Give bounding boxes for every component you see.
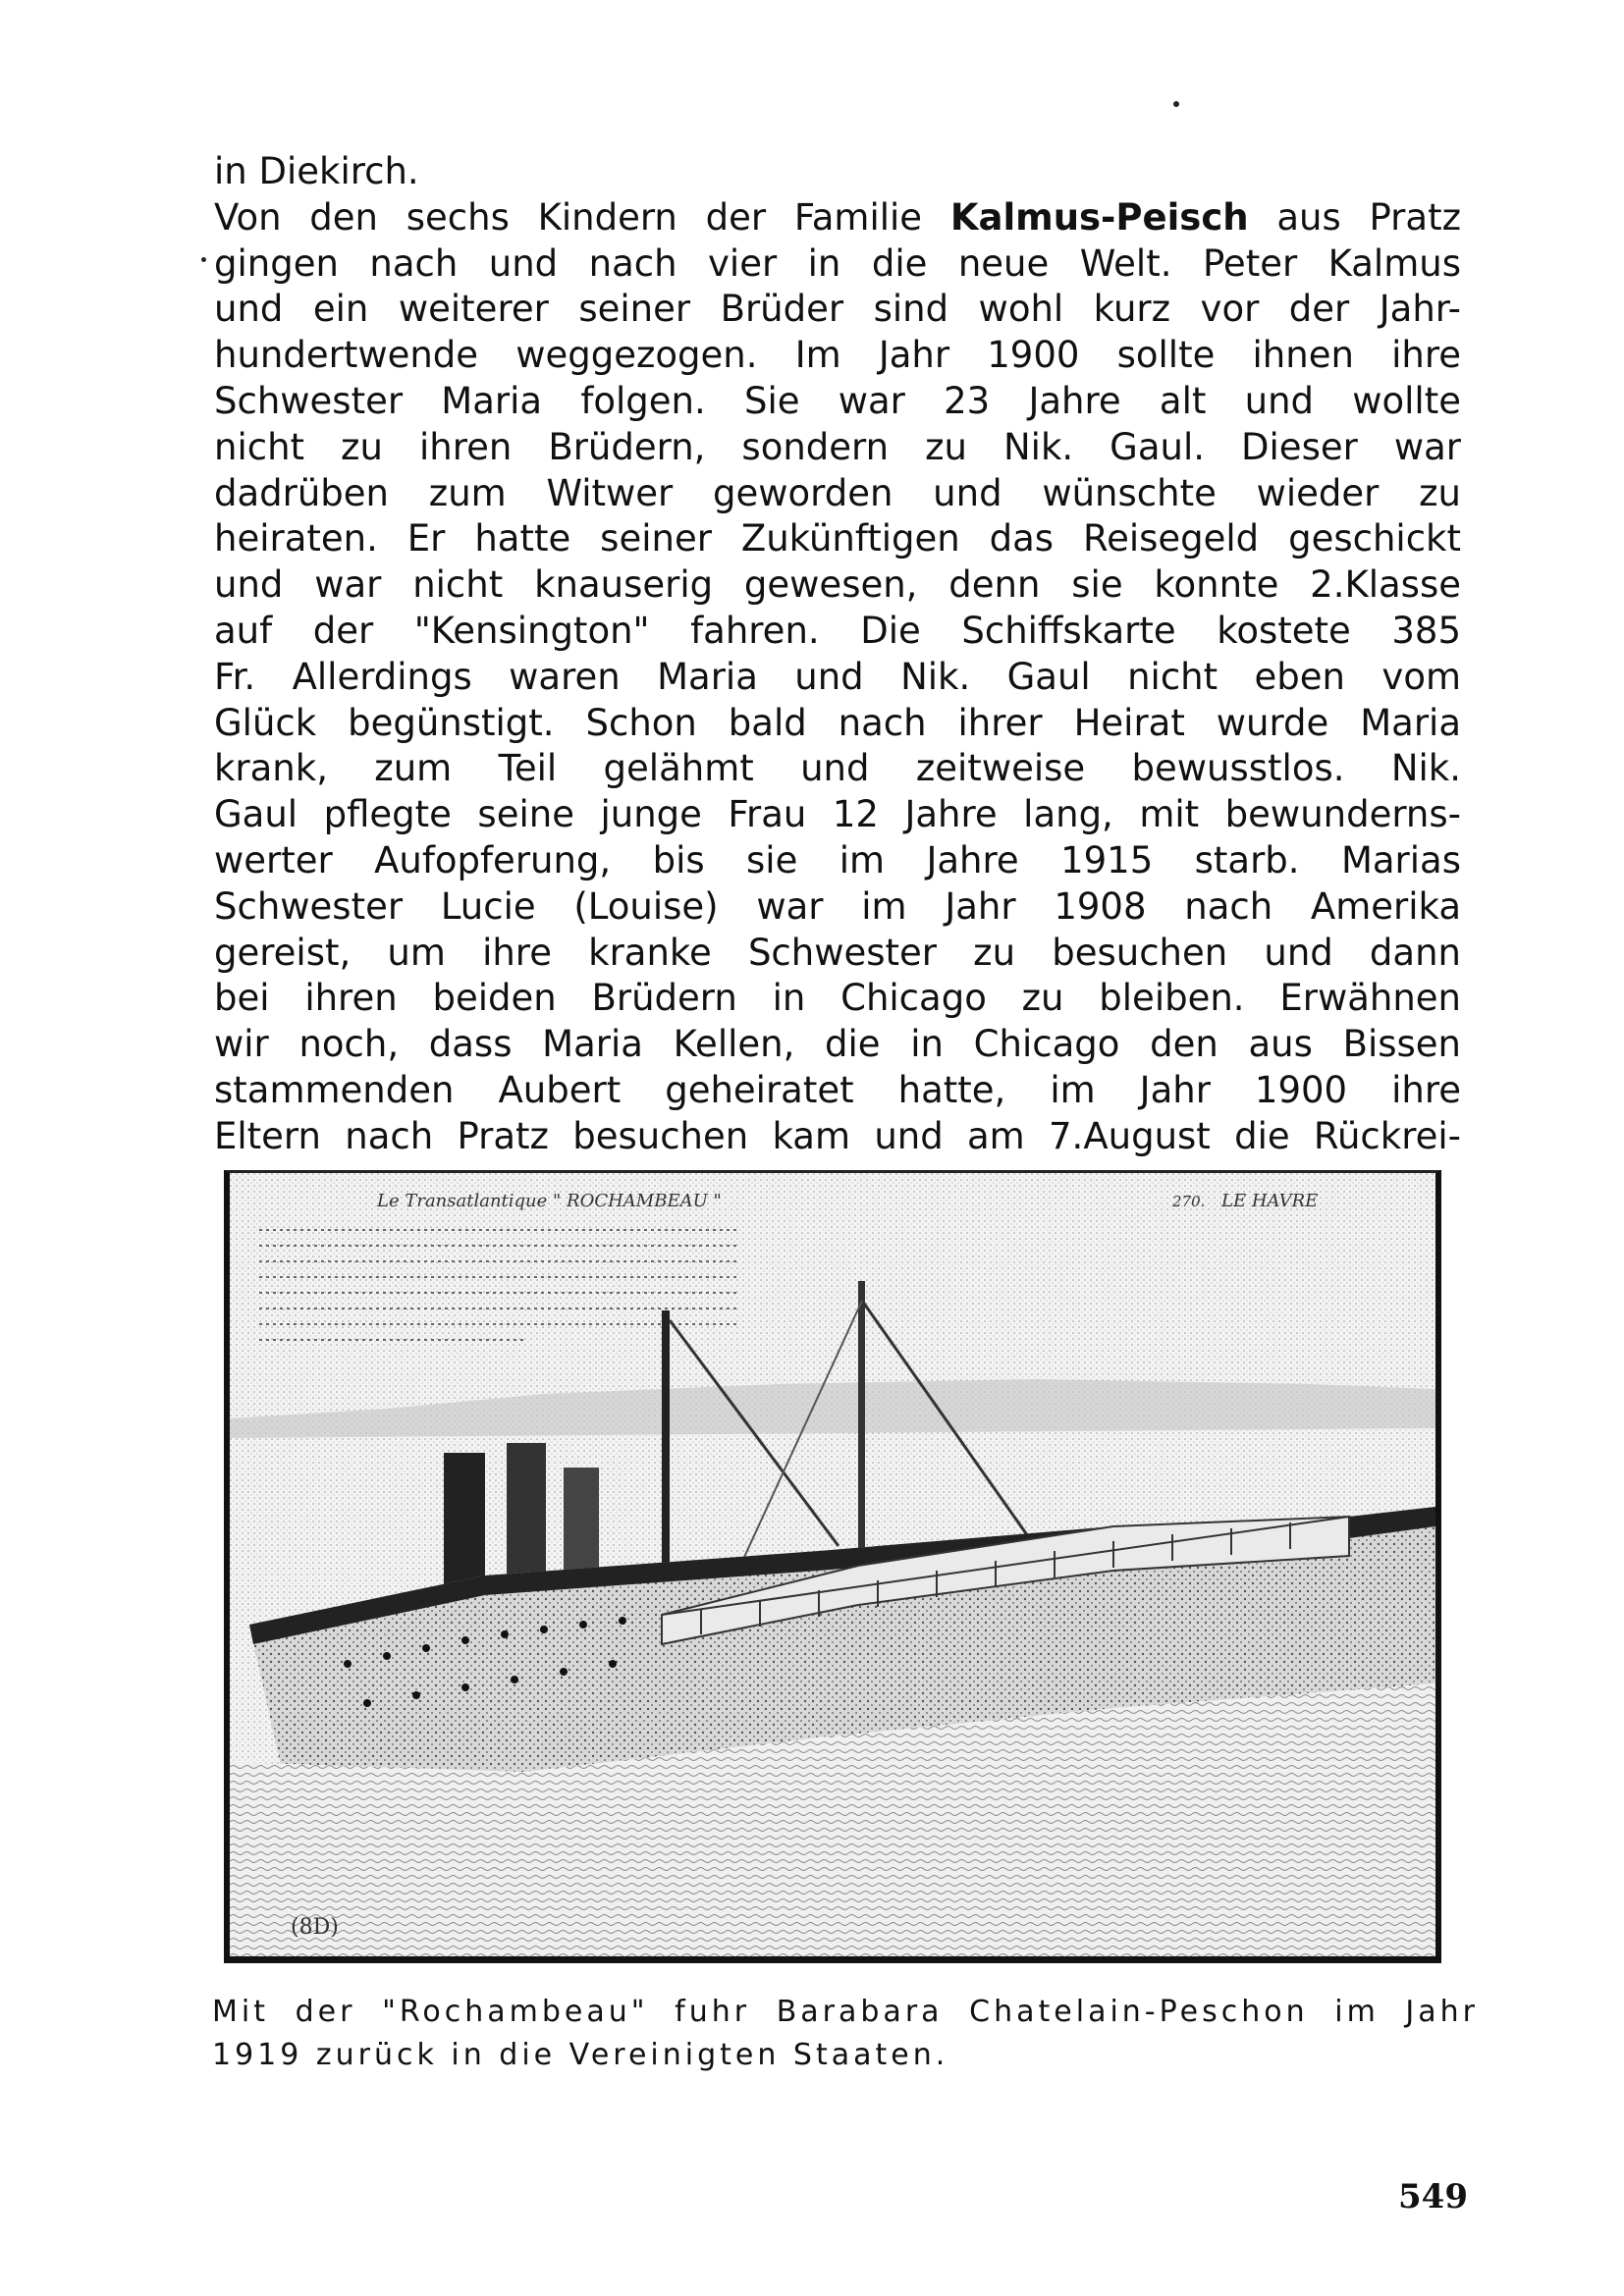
photo-caption [212, 1991, 1479, 2077]
photo-header-number: 270. [1172, 1193, 1206, 1210]
body-text [214, 149, 1461, 1160]
body-line: heiraten. Er hatte seiner Zukünftigen das Reisegeld geschickt [214, 517, 1461, 561]
caption-line: 1919 zurück in die Vereinigten Staaten. [212, 2038, 949, 2072]
body-line: dadrüben zum Witwer geworden und wünschte wieder zu [214, 471, 1461, 514]
body-line: Eltern nach Pratz besuchen kam und am 7.August die Rückrei- [214, 1114, 1461, 1157]
photo-header-place: LE HAVRE [1221, 1191, 1319, 1211]
body-line: hundertwende weggezogen. Im Jahr 1900 sollte ihnen ihre [214, 334, 1461, 377]
body-line: gereist, um ihre kranke Schwester zu besuchen und dann [214, 931, 1461, 974]
body-line: wir noch, dass Maria Kellen, die in Chicago den aus Bissen [214, 1023, 1461, 1066]
ship-illustration [230, 1173, 1435, 1956]
ship-photo [224, 1170, 1441, 1963]
photo-stamp: (8D) [291, 1915, 339, 1940]
body-line: Schwester Lucie (Louise) war im Jahr 1908 nach Amerika [214, 884, 1461, 928]
body-line: Gaul pflegte seine junge Frau 12 Jahre lang, mit bewunderns- [214, 793, 1461, 836]
photo-header-title: Le Transatlantique " ROCHAMBEAU " [377, 1191, 722, 1211]
print-speck [1173, 101, 1179, 107]
caption-line: Mit der "Rochambeau" fuhr Barabara Chatelain-Peschon im Jahr [212, 1995, 1479, 2029]
body-line: nicht zu ihren Brüdern, sondern zu Nik. Gaul. Dieser war [214, 425, 1461, 468]
body-line: werter Aufopferung, bis sie im Jahre 1915 starb. Marias [214, 838, 1461, 881]
body-line: Glück begünstigt. Schon bald nach ihrer Heirat wurde Maria [214, 701, 1461, 744]
body-line: und ein weiterer seiner Brüder sind wohl kurz vor der Jahr- [214, 288, 1461, 331]
body-line-with-name: Von den sechs Kindern der Familie Kalmus-Peisch aus Pratz [214, 195, 1461, 239]
body-line: auf der "Kensington" fahren. Die Schiffskarte kostete 385 [214, 609, 1461, 652]
body-line: krank, zum Teil gelähmt und zeitweise bewusstlos. Nik. [214, 747, 1461, 790]
body-line: und war nicht knauserig gewesen, denn sie konnte 2.Klasse [214, 563, 1461, 607]
body-line: bei ihren beiden Brüdern in Chicago zu bleiben. Erwähnen [214, 977, 1461, 1020]
body-line: in Diekirch. [214, 150, 419, 192]
body-line: Fr. Allerdings waren Maria und Nik. Gaul nicht eben vom [214, 655, 1461, 698]
family-name: Kalmus-Peisch [949, 195, 1249, 239]
page-number: 549 [1398, 2177, 1468, 2216]
body-line: gingen nach und nach vier in die neue Welt. Peter Kalmus [214, 241, 1461, 285]
print-speck [201, 257, 206, 262]
body-line: Schwester Maria folgen. Sie war 23 Jahre alt und wollte [214, 379, 1461, 422]
body-line: stammenden Aubert geheiratet hatte, im Jahr 1900 ihre [214, 1068, 1461, 1111]
